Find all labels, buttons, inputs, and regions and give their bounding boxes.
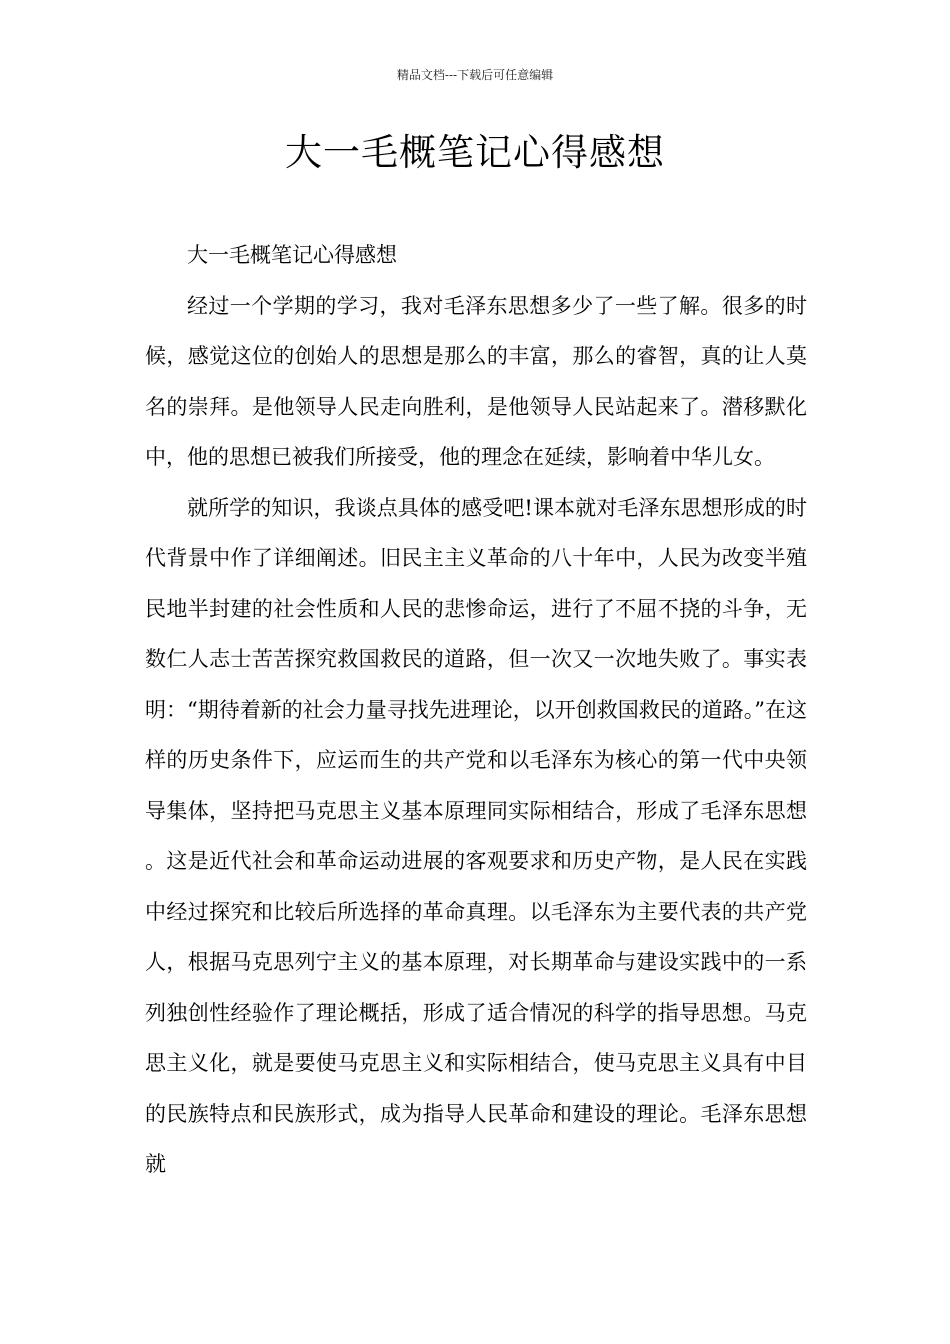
- paragraph-1: 经过一个学期的学习，我对毛泽东思想多少了一些了解。很多的时候，感觉这位的创始人的思想是那么的丰富，那么的睿智，真的让人莫名的崇拜。是他领导人民走向胜利，是他领导人民站起来了。潜移默化中，他的思想已被我们所接受，他的理念在延续，影响着中华儿女。: [145, 293, 807, 469]
- document-title: 大一毛概笔记心得感想: [285, 131, 665, 174]
- paragraph-2: 就所学的知识，我谈点具体的感受吧!课本就对毛泽东思想形成的时代背景中作了详细阐述。旧民主主义革命的八十年中，人民为改变半殖民地半封建的社会性质和人民的悲惨命运，进行了不屈不挠的斗争，无数仁人志士苦苦探究救国救民的道路，但一次又一次地失败了。事实表明：“期待着新的社会力量寻找先进理论，以开创救国救民的道路。”在这样的历史条件下，应运而生的共产党和以毛泽东为核心的第一代中央领导集体，坚持把马克思主义基本原理同实际相结合，形成了毛泽东思想。这是近代社会和革命运动进展的客观要求和历史产物，是人民在实践中经过探究和比较后所选择的革命真理。以毛泽东为主要代表的共产党人，根据马克思列宁主义的基本原理，对长期革命与建设实践中的一系列独创性经验作了理论概括，形成了适合情况的科学的指导思想。马克思主义化，就是要使马克思主义和实际相结合，使马克思主义具有中目的民族特点和民族形式，成为指导人民革命和建设的理论。毛泽东思想就: [145, 495, 807, 1176]
- paragraph-subtitle: 大一毛概笔记心得感想: [187, 243, 397, 267]
- document-body: [145, 230, 807, 1190]
- header-note: 精品文档---下载后可任意编辑: [396, 68, 554, 82]
